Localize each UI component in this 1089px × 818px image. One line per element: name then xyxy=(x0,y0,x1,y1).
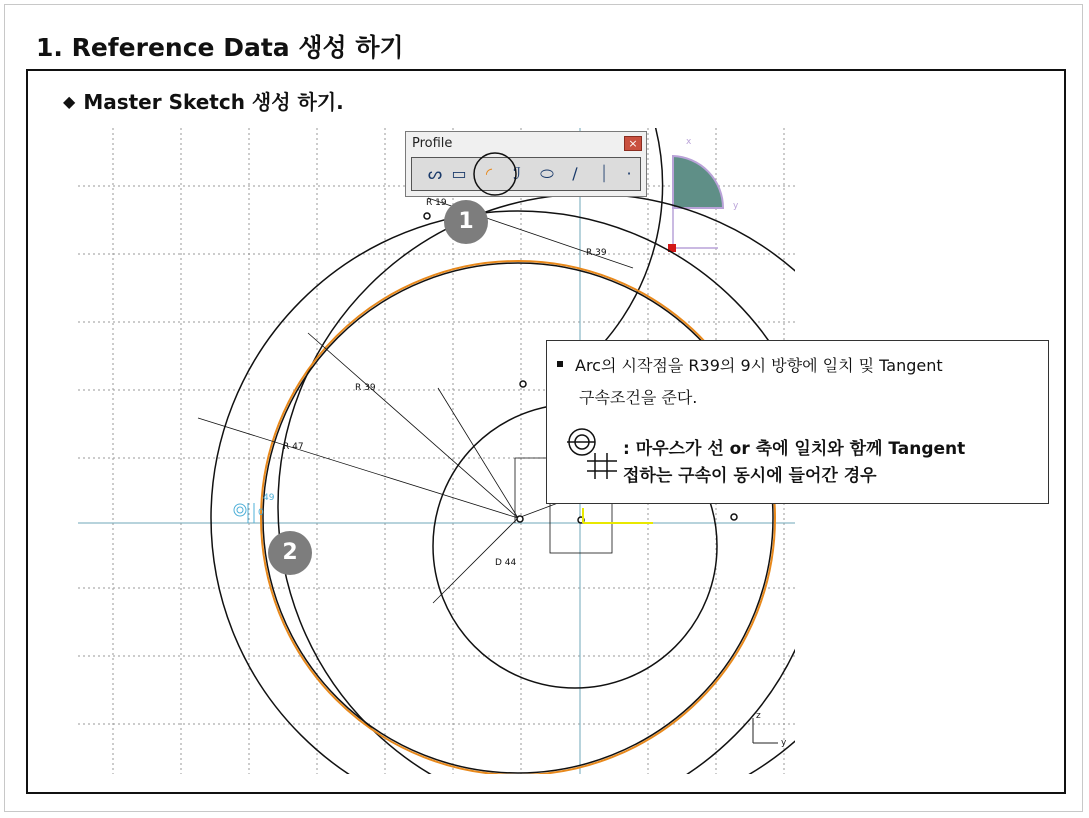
step-badge-1: 1 xyxy=(444,200,488,244)
step-badge-2: 2 xyxy=(268,531,312,575)
arc-tool-icon[interactable]: ◜ xyxy=(485,164,493,183)
dim-49: 49 xyxy=(263,493,275,503)
dim-r39-top: R 39 xyxy=(586,248,607,258)
line-tool-icon[interactable]: ∕ xyxy=(572,164,578,183)
instruction-callout xyxy=(546,340,1049,504)
square-bullet-icon xyxy=(557,361,563,367)
subtitle-text: Master Sketch 생성 하기. xyxy=(83,90,344,114)
profile-toolbar[interactable] xyxy=(405,131,647,197)
dim-d44: D 44 xyxy=(495,558,517,568)
dim-0: 0 xyxy=(258,508,264,518)
diamond-bullet-icon: ◆ xyxy=(63,92,76,111)
coincidence-symbol xyxy=(234,493,275,523)
arc-tool-highlight-circle xyxy=(472,151,518,197)
dim-r19: R 19 xyxy=(426,198,447,208)
toolbar-title: Profile xyxy=(412,136,453,151)
compass-y-label: y xyxy=(733,201,739,211)
dim-r39-mid: R 39 xyxy=(355,383,376,393)
toolbar-strip xyxy=(411,157,641,191)
callout-line-2: 구속조건을 준다. xyxy=(579,388,698,407)
tangent-coincidence-icon xyxy=(565,427,621,479)
callout-line-1: Arc의 시작점을 R39의 9시 방향에 일치 및 Tangent xyxy=(557,353,943,376)
point-tool-icon[interactable]: · xyxy=(626,164,632,183)
axis-triad xyxy=(753,711,787,748)
spline-tool-icon[interactable]: ℐ xyxy=(513,164,521,183)
triad-y-label: y xyxy=(781,738,787,748)
compass-widget xyxy=(668,137,739,252)
section-subtitle xyxy=(63,86,344,115)
callout-note-2: 접하는 구속이 동시에 들어간 경우 xyxy=(623,466,877,486)
toolbar-close-button[interactable]: × xyxy=(624,136,642,151)
dim-r47: R 47 xyxy=(283,442,304,452)
callout-note-1: : 마우스가 선 or 축에 일치와 함께 Tangent xyxy=(623,439,966,459)
rectangle-tool-icon[interactable]: ▭ xyxy=(451,164,467,183)
axis-tool-icon[interactable]: ⏐ xyxy=(599,164,609,183)
axis-highlight xyxy=(583,508,653,523)
compass-x-label: x xyxy=(686,137,692,147)
ellipse-tool-icon[interactable]: ⬭ xyxy=(540,164,554,183)
triad-z-label: z xyxy=(756,711,761,721)
profile-tool-icon[interactable]: ᔕ xyxy=(427,164,443,183)
slide-title: 1. Reference Data 생성 하기 xyxy=(36,33,404,62)
